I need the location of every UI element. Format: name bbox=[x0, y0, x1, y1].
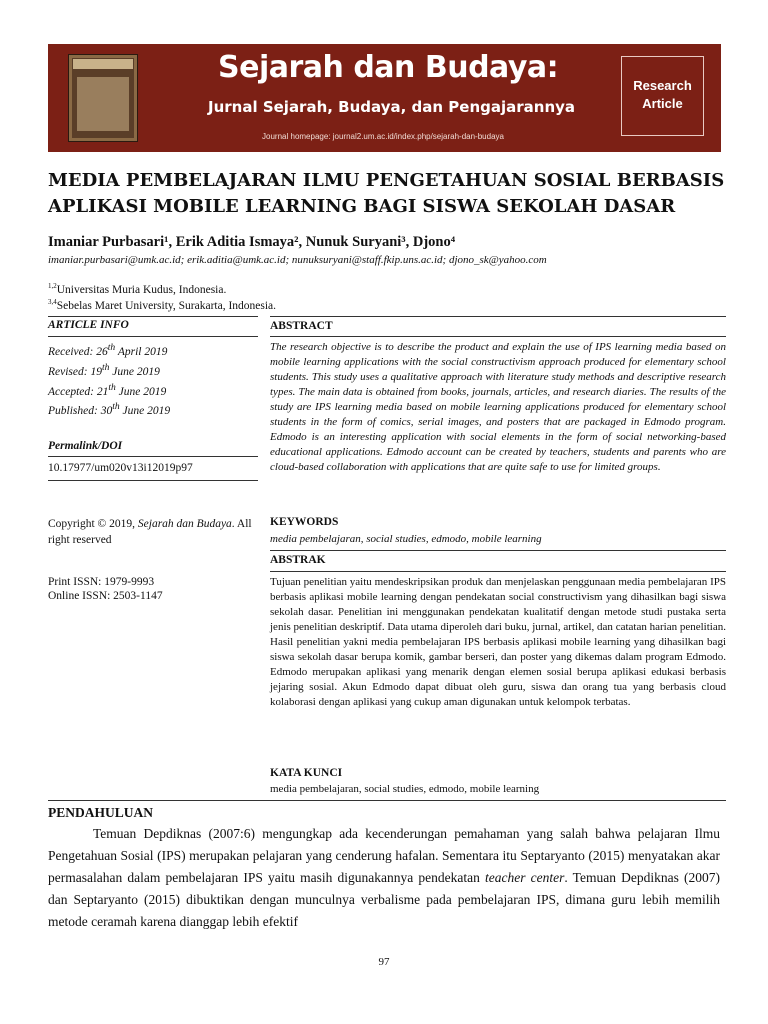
affiliation: $^{3,4}$Sebelas Maret University, Surakarta, Indonesia. bbox=[48, 298, 277, 312]
print-issn: Print ISSN: 1979-9993 bbox=[48, 576, 155, 588]
affiliation: $^{1,2}$Universitas Muria Kudus, Indonesia. bbox=[48, 282, 227, 296]
permalink-label: Permalink/DOI bbox=[48, 440, 123, 452]
intro-paragraph: Temuan Depdiknas (2007:6) mengungkap ada kecenderungan pemahaman yang salah bahwa pelajaran Ilmu Pengetahuan Sosial (IPS) merupakan pelajaran yang cenderung hafalan. Sementara itu Septaryanto (2015) menyatakan akar permasalahan dalam pembelajaran IPS yaitu masih digunakannya pendekatan teacher center. Temuan Depdiknas (2007) dan Septaryanto (2015) dibuktikan dengan munculnya verbalisme pada pembelajaran IPS, dimana guru lebih memilih metode ceramah karena dianggap lebih efektif bbox=[48, 826, 720, 929]
divider bbox=[270, 336, 726, 337]
divider bbox=[270, 316, 726, 317]
article-dates bbox=[48, 340, 258, 419]
received-date: Received: 26th April 2019 bbox=[48, 342, 168, 358]
abstrak-text: Tujuan penelitian yaitu mendeskripsikan produk dan menjelaskan penggunaan media pembelajaran IPS berbasis aplikasi mobile learning dengan pendekatan social constructivism yang dihasilkan bagi siswa sekolah dasar. Penelitian ini menggunakan pendekatan kualitatif dengan metode studi pustaka serta jenis penelitian deskriptif. Data utama diperoleh dari buku, jurnal, artikel, dan catatan harian penelitian. Hasil penelitian yakni media pembelajaran IPS berbasis aplikasi mobile learning yang dihasilkan bagi siswa sekolah dasar berupa komik, gambar berseri, dan poster yang dikemas dalam program Edmodo. Edmodo merupakan aplikasi yang menarik dengan elemen sosial berupa aplikasi edukasi berbasis jejaring sosial. Akun Edmodo dapat dibuat oleh guru, siswa dan orang tua yang berbasis cloud kolaborasi dengan aplikasi yang cukup aman digunakan untuk kelompok terbatas. bbox=[270, 576, 726, 708]
published-date: Published: 30th June 2019 bbox=[48, 401, 171, 418]
online-issn: Online ISSN: 2503-1147 bbox=[48, 590, 163, 602]
kata-kunci-heading: KATA KUNCI bbox=[270, 767, 343, 779]
divider bbox=[270, 550, 726, 551]
divider bbox=[48, 456, 258, 457]
keywords-heading: KEYWORDS bbox=[270, 516, 339, 528]
research-article-badge bbox=[621, 56, 704, 136]
doi-link[interactable]: 10.17977/um020v13i12019p97 bbox=[48, 462, 193, 474]
author-emails: imaniar.purbasari@umk.ac.id; erik.aditia@umk.ac.id; nunuksuryani@staff.fkip.uns.ac.id; djono_sk@yahoo.com bbox=[48, 254, 547, 266]
journal-banner bbox=[48, 44, 721, 152]
page-number: 97 bbox=[378, 956, 390, 968]
divider bbox=[48, 316, 258, 317]
accepted-date: Accepted: 21th June 2019 bbox=[48, 381, 167, 398]
article-info-heading: ARTICLE INFO bbox=[48, 319, 129, 331]
abstrak-heading: ABSTRAK bbox=[270, 554, 326, 566]
badge-line-1: Research bbox=[633, 78, 692, 93]
divider bbox=[270, 571, 726, 572]
article-title: MEDIA PEMBELAJARAN ILMU PENGETAHUAN SOSIAL BERBASIS APLIKASI MOBILE LEARNING BAGI SISWA SEKOLAH DASAR bbox=[48, 170, 725, 217]
revised-date: Revised: 19th June 2019 bbox=[48, 361, 160, 378]
abstract-heading: ABSTRACT bbox=[270, 320, 333, 332]
keywords-list: media pembelajaran, social studies, edmodo, mobile learning bbox=[270, 533, 542, 545]
journal-homepage: Journal homepage: journal2.um.ac.id/index.php/sejarah-dan-budaya bbox=[262, 132, 504, 141]
copyright-notice: Copyright © 2019, Sejarah dan Budaya. All right reserved bbox=[48, 518, 252, 546]
abstract-text: The research objective is to describe the product and explain the use of IPS learning media based on mobile learning applications with the social constructivism approach produced for elementary school students. This study uses a qualitative approach with literature study methods and descriptive research types. The main data is obtained from books, journals, articles, and research diaries. The results of the study are IPS learning media based on mobile learning applications produced for elementary school students in the form of comics, serial images, and posters that are packaged in Edmodo program. Edmodo is an interesting application with social elements in the form of social networking-based educational applications. Edmodo account can be created by teachers, students and parents who are cloud-based collaboration with applications that are quite safe to use for limited groups. bbox=[270, 341, 726, 473]
divider bbox=[48, 336, 258, 337]
section-heading: PENDAHULUAN bbox=[48, 805, 154, 820]
journal-cover-image bbox=[68, 54, 138, 142]
kata-kunci-list: media pembelajaran, social studies, edmodo, mobile learning bbox=[270, 783, 540, 795]
divider bbox=[48, 480, 258, 481]
author-list: Imaniar Purbasari¹, Erik Aditia Ismaya², Nunuk Suryani³, Djono⁴ bbox=[48, 234, 456, 250]
badge-line-2: Article bbox=[642, 96, 683, 111]
journal-title: Sejarah dan Budaya: bbox=[218, 50, 559, 85]
journal-subtitle: Jurnal Sejarah, Budaya, dan Pengajarannya bbox=[208, 98, 576, 116]
divider bbox=[48, 800, 726, 801]
